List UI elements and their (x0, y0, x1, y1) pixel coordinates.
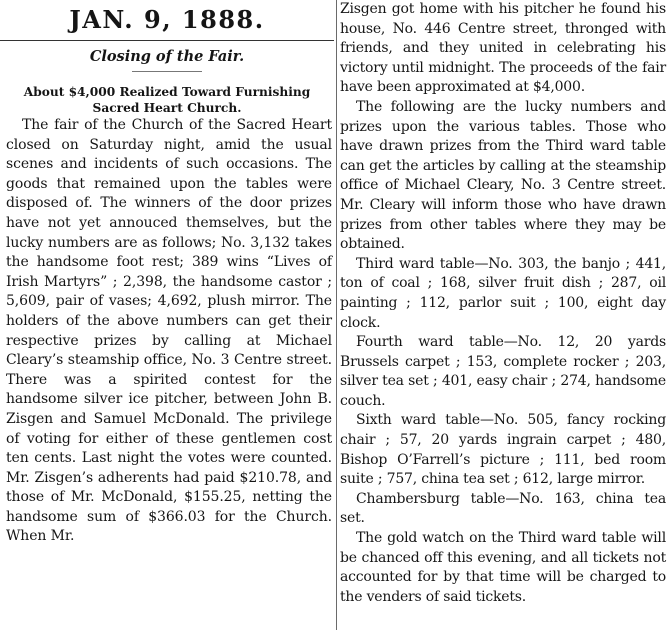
dateline: JAN. 9, 1888. (69, 5, 265, 34)
right-column (340, 0, 670, 607)
headline: Closing of the Fair. (89, 48, 245, 65)
gold-watch-paragraph: The gold watch on the Third ward table will be chanced off this evening, and all tickets not accounted for by that time will be charged to the venders of said tickets. (340, 530, 666, 605)
chambersburg-table-paragraph: Chambersburg table—No. 163, china tea set. (340, 490, 666, 527)
article-paragraph-1-part-1: The fair of the Church of the Sacred Heart closed on Saturday night, amid the usual scenes and incidents of such occasions. The goods that remained upon the tables were disposed of. The winners of the door prizes have not yet annouced themselves, but the lucky numbers are as follows; No. 3,132 takes the handsome foot rest; 389 wins “Lives of Irish Martyrs” ; 2,398, the handsome castor ; 5,609, pair of vases; 4,692, plush mirror. The holders of the above numbers can get their respective prizes by calling at Michael Cleary’s steamship office, No. 3 Centre street. There was a spirited contest for the handsome silver ice pitcher, between John B. Zisgen and Samuel McDonald. The privilege of voting for either of these gentlemen cost ten cents. Last night the votes were counted. Mr. Zisgen’s adherents had paid $210.78, and those of Mr. McDonald, $155.25, netting the handsome sum of $366.03 for the Church. When Mr. (6, 117, 332, 545)
third-ward-table-paragraph: Third ward table—No. 303, the banjo ; 441, ton of coal ; 168, silver fruit dish ; 287, oil painting ; 112, parlor suit ; 100, eight day clock. (340, 255, 666, 331)
article-paragraph-1-part-2: Zisgen got home with his pitcher he found his house, No. 446 Centre street, thronged with friends, and they united in celebrating his victory until midnight. The proceeds of the fair have been approximated at $4,000. (340, 1, 666, 96)
subhead: About $4,000 Realized Toward Furnishing Sacred Heart Church. (23, 85, 311, 115)
fourth-ward-table-paragraph: Fourth ward table—No. 12, 20 yards Brussels carpet ; 153, complete rocker ; 203, silver tea set ; 401, easy chair ; 274, handsome couch. (340, 334, 666, 409)
left-column (0, 0, 334, 547)
article-paragraph-2: The following are the lucky numbers and prizes upon the various tables. Those who have drawn prizes from the Third ward table can get the articles by calling at the steamship office of Michael Cleary, No. 3 Centre street. Mr. Cleary will inform those who have drawn prizes from other tables where they may be obtained. (340, 98, 666, 253)
sixth-ward-table-paragraph: Sixth ward table—No. 505, fancy rocking chair ; 57, 20 yards ingrain carpet ; 480, Bishop O’Farrell’s picture ; 111, bed room suite ; 757, china tea set ; 612, large mirror. (340, 412, 666, 488)
column-rule (336, 0, 337, 630)
